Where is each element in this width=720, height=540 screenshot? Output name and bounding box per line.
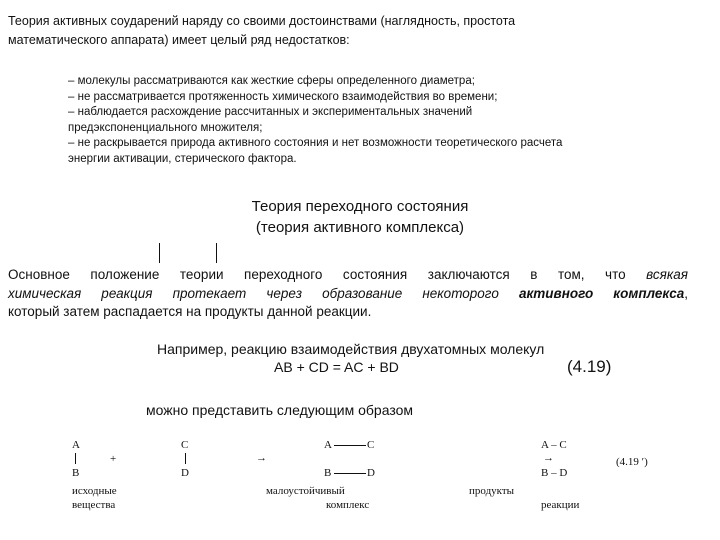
main-line-1 bbox=[8, 266, 688, 285]
plus-sign: + bbox=[110, 453, 117, 465]
product-ac: A – C bbox=[541, 439, 567, 451]
arrow-right-icon: → bbox=[256, 452, 267, 464]
atom-d-complex: D bbox=[367, 467, 375, 479]
atom-a-reactant: A bbox=[72, 439, 80, 451]
main-line-3: который затем распадается на продукты данной реакции. bbox=[8, 304, 372, 319]
arrow-right-icon: → bbox=[543, 452, 554, 464]
drawbacks-list bbox=[68, 74, 562, 168]
equation-number: (4.19) bbox=[567, 357, 612, 376]
reaction-equation: AB + CD = AC + BD bbox=[274, 359, 399, 375]
example-text: Например, реакцию взаимодействия двухатомных молекул bbox=[157, 341, 545, 357]
drawback-item: предэкспоненциального множителя; bbox=[68, 121, 263, 134]
scheme-equation-number: (4.19 ʹ) bbox=[616, 456, 648, 468]
drawback-item: – не раскрывается природа активного состояния и нет возможности теоретического расчета bbox=[68, 137, 563, 150]
bond-b-d-complex bbox=[334, 473, 366, 474]
bond-cd bbox=[185, 453, 186, 464]
atom-d-reactant: D bbox=[181, 467, 189, 479]
intro-line: математического аппарата) имеет целый ряд недостатков: bbox=[8, 33, 350, 47]
atom-c-reactant: C bbox=[181, 439, 189, 451]
intro-paragraph bbox=[8, 12, 515, 50]
main-italic: химическая реакция протекает через образование некоторого bbox=[8, 285, 499, 301]
main-line-2 bbox=[8, 285, 688, 304]
label-products: продукты bbox=[469, 485, 515, 497]
drawback-item: – не рассматривается протяженность химического взаимодействия во времени; bbox=[68, 90, 498, 103]
product-bd: B – D bbox=[541, 467, 568, 479]
label-products-2: реакции bbox=[541, 499, 580, 511]
main-comma: , bbox=[684, 285, 688, 301]
atom-c-complex: C bbox=[367, 439, 375, 451]
atom-a-complex: A bbox=[324, 439, 332, 451]
label-complex: малоустойчивый bbox=[266, 485, 345, 497]
label-reactants-2: вещества bbox=[72, 499, 116, 511]
main-paragraph bbox=[8, 266, 688, 322]
drawback-item: – молекулы рассматриваются как жесткие сферы определенного диаметра; bbox=[68, 75, 475, 87]
section-subheading: (теория активного комплекса) bbox=[255, 219, 465, 236]
atom-b-reactant: B bbox=[72, 467, 80, 479]
section-heading: Теория переходного состояния bbox=[251, 198, 469, 215]
vertical-rule-left bbox=[159, 243, 160, 263]
intro-line: Теория активных соударений наряду со своими достоинствами (наглядность, простота bbox=[8, 14, 516, 28]
bond-a-c-complex bbox=[334, 445, 366, 446]
drawback-item: – наблюдается расхождение рассчитанных и экспериментальных значений bbox=[68, 106, 473, 119]
drawback-item: энергии активации, стерического фактора. bbox=[68, 152, 297, 165]
bond-ab bbox=[75, 453, 76, 464]
main-text: Основное положение теории переходного состояния заключаются в том, что bbox=[8, 267, 626, 282]
label-reactants: исходные bbox=[72, 485, 117, 497]
atom-b-complex: B bbox=[324, 467, 332, 479]
main-bold-term: активного комплекса bbox=[518, 285, 685, 301]
main-italic: всякая bbox=[646, 267, 688, 282]
vertical-rule-right bbox=[216, 243, 217, 263]
scheme-caption: можно представить следующим образом bbox=[146, 402, 413, 418]
label-complex-2: комплекс bbox=[326, 499, 370, 511]
